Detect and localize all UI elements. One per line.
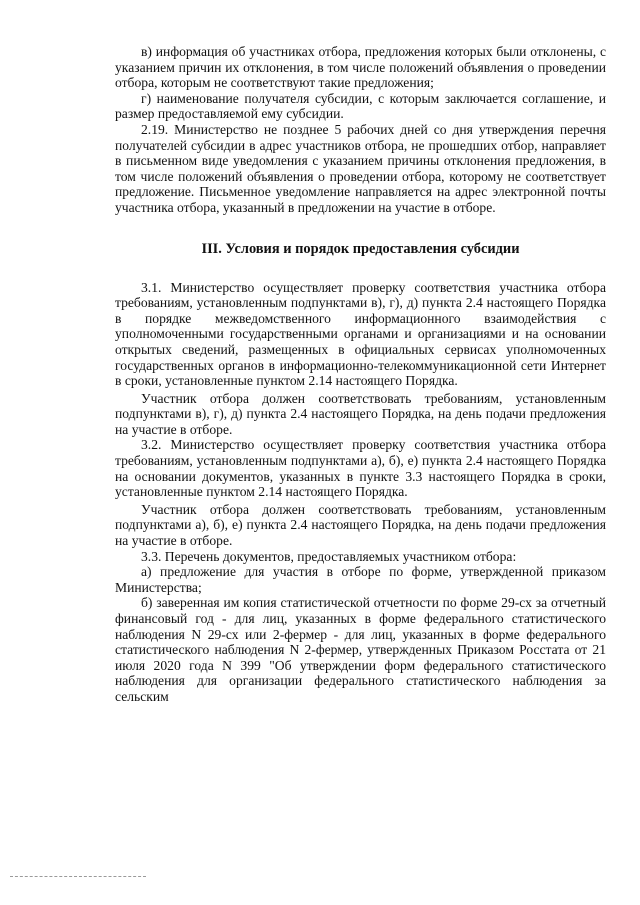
list-item-b-statistics-copy: б) заверенная им копия статистической отчетности по форме 29-сх за отчетный финансовый год - для лиц, указанных в форме федерального статистического наблюдения N 29-сх или 2-фермер - для лиц, указанных в форме федерального статистического наблюдения N 2-фермер, утвержденных Приказом Росстата от 21 июля 2020 года N 399 "Об утверждении форм федерального статистического наблюдения для организации федерального статистического наблюдения за сельским <box>115 595 606 704</box>
paragraph-3-2-verification: 3.2. Министерство осуществляет проверку соответствия участника отбора требованиям, установленным подпунктами а), б), е) пункта 2.4 настоящего Порядка на основании документов, указанных в пункте 3.3 настоящего Порядка в сроки, установленные пунктом 2.14 настоящего Порядка. <box>115 437 606 500</box>
list-item-a-proposal: а) предложение для участия в отборе по форме, утвержденной приказом Министерства; <box>115 564 606 595</box>
paragraph-g-recipient-name: г) наименование получателя субсидии, с которым заключается соглашение, и размер предоставляемой ему субсидии. <box>115 90 606 122</box>
document-body <box>115 44 606 705</box>
footer-divider <box>10 876 146 877</box>
paragraph-v-rejected-participants: в) информация об участниках отбора, предложения которых были отклонены, с указанием причин их отклонения, в том числе положений объявления о проведении отбора, которым не соответствуют такие предложения; <box>115 44 606 91</box>
paragraph-2-19-notification: 2.19. Министерство не позднее 5 рабочих дней со дня утверждения перечня получателей субсидии в адрес участников отбора, не прошедших отбор, направляет в письменном виде уведомления с указанием причины отклонения предложения, в том числе положений объявления о проведении отбора, которому не соответствует предложение. Письменное уведомление направляется на адрес электронной почты участника отбора, указанный в предложении на участие в отборе. <box>115 121 606 215</box>
paragraph-3-3-documents-list: 3.3. Перечень документов, предоставляемых участником отбора: <box>141 548 517 564</box>
section-heading: III. Условия и порядок предоставления субсидии <box>201 240 520 257</box>
paragraph-3-1-verification: 3.1. Министерство осуществляет проверку соответствия участника отбора требованиям, установленным подпунктами в), г), д) пункта 2.4 настоящего Порядка в порядке межведомственного информационного взаимодействия с уполномоченными государственными органами и организациями и на основании открытых сведений, размещенных в официальных сервисах уполномоченных государственных органов в информационно-телекоммуникационной сети Интернет в сроки, установленные пунктом 2.14 настоящего Порядка. <box>115 279 606 389</box>
paragraph-3-1-requirements: Участник отбора должен соответствовать требованиям, установленным подпунктами в), г), д) пункта 2.4 настоящего Порядка, на день подачи предложения на участие в отборе. <box>115 390 606 437</box>
paragraph-3-2-requirements: Участник отбора должен соответствовать требованиям, установленным подпунктами а), б), е) пункта 2.4 настоящего Порядка, на день подачи предложения на участие в отборе. <box>115 501 606 549</box>
